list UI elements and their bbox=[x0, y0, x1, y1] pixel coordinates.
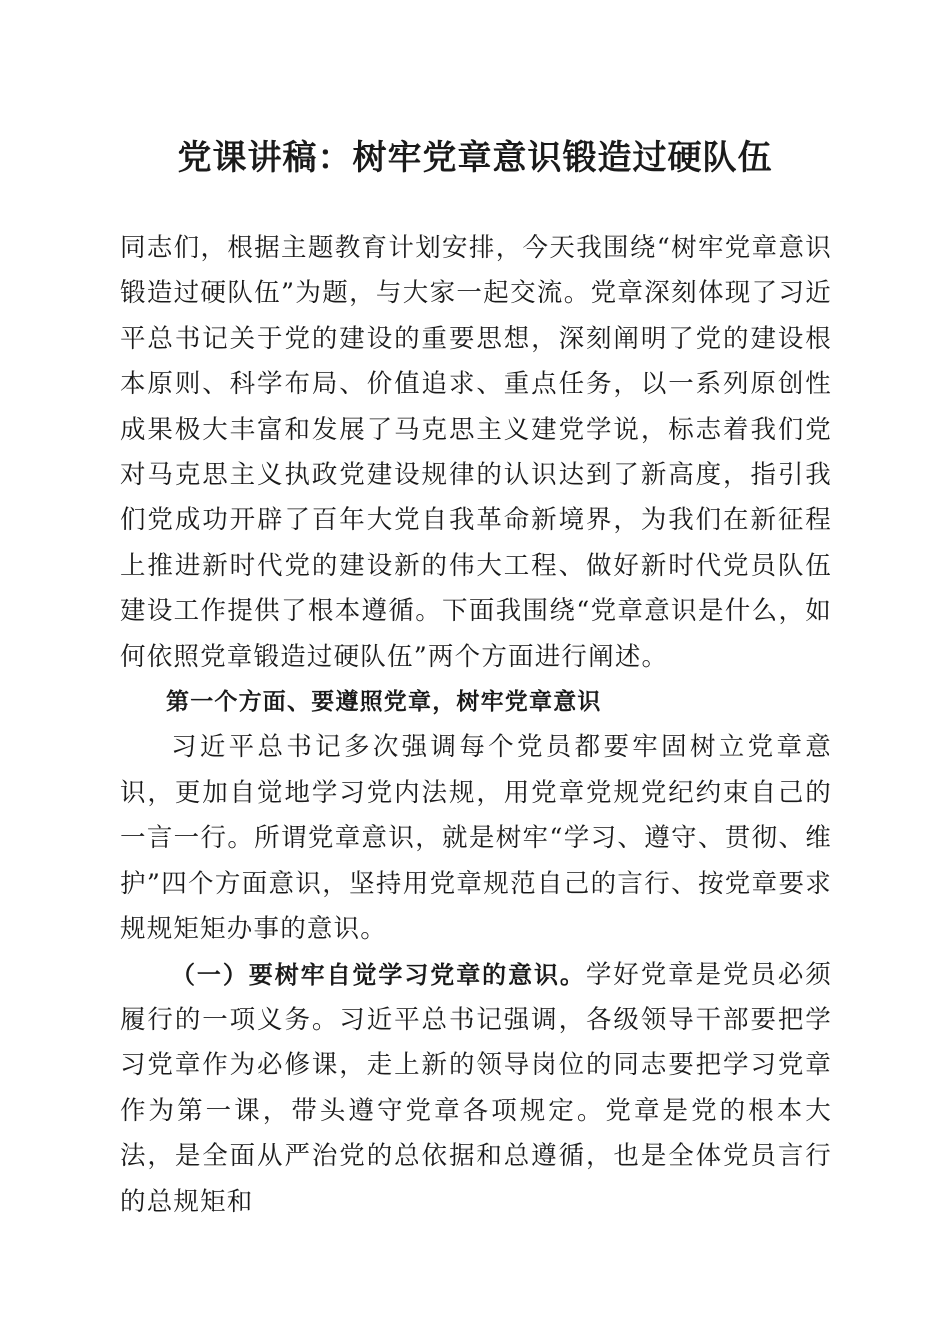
subsection-heading: （一）要树牢自觉学习党章的意识。 bbox=[171, 960, 586, 989]
intro-paragraph: 同志们，根据主题教育计划安排，今天我围绕“树牢党章意识锻造过硬队伍”为题，与大家一起交流。党章深刻体现了习近平总书记关于党的建设的重要思想，深刻阐明了党的建设根本原则、科学布局、价值追求、重点任务，以一系列原创性成果极大丰富和发展了马克思主义建党学说，标志着我们党对马克思主义执政党建设规律的认识达到了新高度，指引我们党成功开辟了百年大党自我革命新境界，为我们在新征程上推进新时代党的建设新的伟大工程、做好新时代党员队伍建设工作提供了根本遵循。下面我围绕“党章意识是什么，如何依照党章锻造过硬队伍”两个方面进行阐述。 bbox=[120, 233, 832, 672]
document-title: 党课讲稿：树牢党章意识锻造过硬队伍 bbox=[177, 138, 773, 178]
subsection-text: 学好党章是党员必须履行的一项义务。习近平总书记强调，各级领导干部要把学习党章作为必修课，走上新的领导岗位的同志要把学习党章作为第一课，带头遵守党章各项规定。党章是党的根本大法，是全面从严治党的总依据和总遵循，也是全体党员言行的总规矩和 bbox=[120, 959, 832, 1217]
section-paragraph: 习近平总书记多次强调每个党员都要牢固树立党章意识，更加自觉地学习党内法规，用党章党规党纪约束自己的一言一行。所谓党章意识，就是树牢“学习、遵守、贯彻、维护”四个方面意识，坚持用党章规范自己的言行、按党章要求规规矩矩办事的意识。 bbox=[120, 732, 832, 945]
subsection-paragraph bbox=[120, 953, 832, 1225]
section-heading: 第一个方面、要遵照党章，树牢党章意识 bbox=[166, 689, 602, 716]
document-body bbox=[120, 226, 832, 1225]
